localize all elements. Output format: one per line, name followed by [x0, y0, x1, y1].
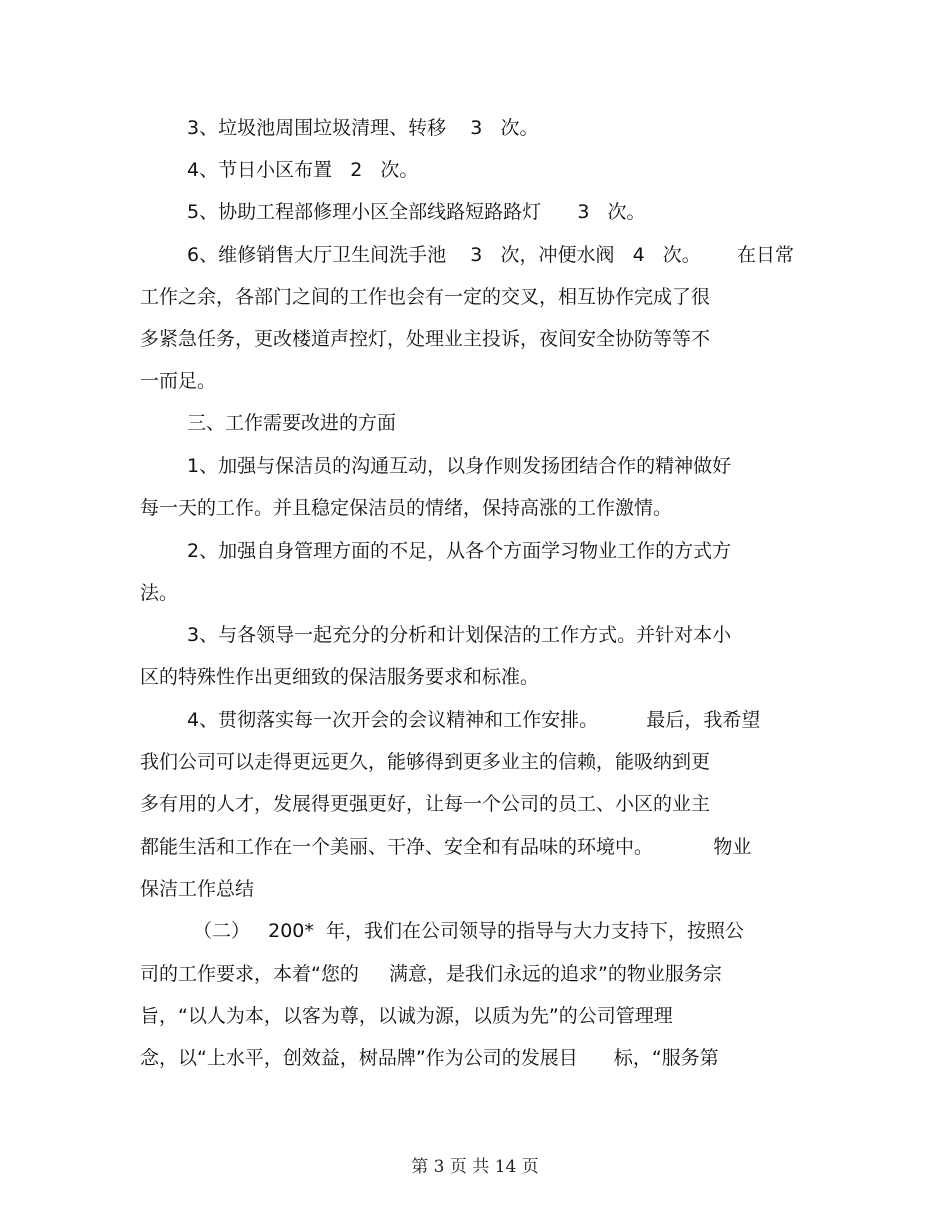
text-line-2: 4、节日小区布置 2 次。	[187, 159, 419, 181]
text-line-4: 6、维修销售大厅卫生间洗手池 3 次，冲便水阀 4 次。 在日常	[187, 244, 795, 266]
text-line-10: 每一天的工作。并且稳定保洁员的情绪，保持高涨的工作激情。	[140, 497, 673, 519]
text-line-6: 多紧急任务，更改楼道声控灯，处理业主投诉，夜间安全协防等等不	[140, 328, 711, 350]
text-line-23: 念，以“上水平，创效益，树品牌”作为公司的发展目 标，“服务第	[140, 1047, 719, 1069]
text-line-3: 5、协助工程部修理小区全部线路短路路灯 3 次。	[187, 201, 646, 223]
text-line-17: 多有用的人才，发展得更强更好，让每一个公司的员工、小区的业主	[140, 793, 711, 815]
text-line-22: 旨，“以人为本，以客为尊，以诚为源，以质为先”的公司管理理	[140, 1005, 673, 1027]
text-line-21: 司的工作要求，本着“您的 满意，是我们永远的追求”的物业服务宗	[140, 963, 722, 985]
section-heading: 三、工作需要改进的方面	[187, 412, 397, 434]
text-line-5: 工作之余，各部门之间的工作也会有一定的交叉，相互协作完成了很	[140, 286, 711, 308]
text-line-13: 3、与各领导一起充分的分析和计划保洁的工作方式。并针对本小	[187, 624, 732, 646]
text-line-11: 2、加强自身管理方面的不足，从各个方面学习物业工作的方式方	[187, 540, 732, 562]
text-line-12: 法。	[140, 582, 179, 604]
text-line-20: （二） 200* 年，我们在公司领导的指导与大力支持下，按照公	[193, 920, 744, 942]
text-line-19: 保洁工作总结	[140, 878, 255, 900]
text-line-9: 1、加强与保洁员的沟通互动，以身作则发扬团结合作的精神做好	[187, 455, 732, 477]
text-line-16: 我们公司可以走得更远更久，能够得到更多业主的信赖，能吸纳到更	[140, 751, 711, 773]
page-number-footer: 第 3 页 共 14 页	[411, 1157, 539, 1177]
text-line-7: 一而足。	[140, 370, 217, 392]
text-line-15: 4、贯彻落实每一次开会的会议精神和工作安排。 最后，我希望	[187, 709, 761, 731]
text-line-14: 区的特殊性作出更细致的保洁服务要求和标准。	[140, 666, 540, 688]
text-line-18: 都能生活和工作在一个美丽、干净、安全和有品味的环境中。 物业	[140, 836, 752, 858]
text-line-1: 3、垃圾池周围垃圾清理、转移 3 次。	[187, 117, 539, 139]
